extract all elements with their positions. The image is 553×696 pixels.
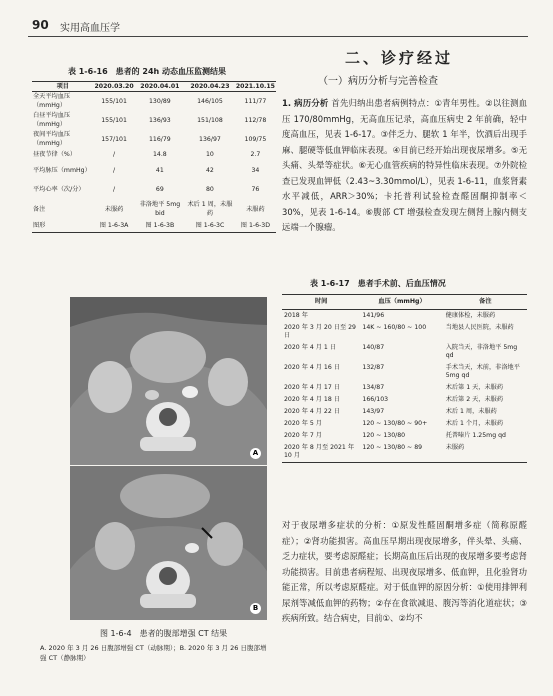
table-cell: 2020 年 7 月 bbox=[284, 432, 322, 439]
table-cell: 图形 bbox=[33, 222, 46, 230]
figure-panel-label: A bbox=[250, 448, 261, 459]
table-cell: 146/105 bbox=[197, 97, 223, 105]
table-cell: / bbox=[113, 151, 116, 158]
table-cell: 未服药 bbox=[445, 444, 465, 451]
table-cell: 未服药 bbox=[246, 205, 265, 213]
table-row bbox=[32, 180, 276, 199]
table-cell: 10 bbox=[206, 151, 214, 158]
table-cell: 2020 年 8 月至 2021 年 10 月 bbox=[284, 444, 355, 459]
table-cell: 134/87 bbox=[362, 384, 385, 391]
table-cell: 2018 年 bbox=[284, 312, 308, 319]
table-cell: 2.7 bbox=[250, 151, 261, 158]
table-cell: / bbox=[113, 185, 116, 193]
table-cell: 109/75 bbox=[244, 135, 267, 143]
table16-col-head: 2021.10.15 bbox=[235, 83, 275, 90]
table-cell: 42 bbox=[206, 166, 214, 174]
table-cell: 非洛地平 5mg bid bbox=[139, 201, 181, 217]
table-row bbox=[32, 161, 276, 180]
table-cell: 平均心率（次/分） bbox=[33, 185, 85, 193]
table16-col-head: 2020.04.01 bbox=[140, 83, 180, 90]
figure-subcaption: A. 2020 年 3 月 26 日腹部增强 CT（动脉期）；B. 2020 年 3 月 26 日腹部增强 CT（静脉期） bbox=[40, 644, 267, 662]
table-cell: 图 1-6-3B bbox=[145, 222, 175, 230]
table-cell: 116/79 bbox=[148, 135, 171, 143]
table-cell: 2020 年 4 月 16 日 bbox=[284, 364, 340, 371]
table-cell: 80 bbox=[206, 185, 214, 193]
table-row bbox=[32, 149, 276, 161]
table16-caption: 表 1-6-16 患者的 24h 动态血压监测结果 bbox=[67, 67, 227, 76]
table-cell: 41 bbox=[155, 166, 164, 174]
header-rule bbox=[28, 36, 528, 37]
section-title: 二、诊疗经过 bbox=[345, 49, 454, 67]
table-row bbox=[32, 130, 276, 149]
table17-caption: 表 1-6-17 患者手术前、后血压情况 bbox=[310, 279, 446, 288]
table-row bbox=[282, 394, 527, 406]
table-cell: 托普嗪片 1.25mg qd bbox=[445, 432, 506, 439]
table-cell: 136/93 bbox=[148, 116, 171, 124]
table-cell: 130/89 bbox=[148, 97, 171, 105]
table-cell: 健康体检，未服药 bbox=[445, 312, 496, 319]
table-cell: 120 ~ 130/80 bbox=[362, 432, 406, 439]
table-cell: 141/96 bbox=[362, 312, 385, 319]
table-row bbox=[32, 92, 276, 111]
table-cell: 全天平均血压（mmHg） bbox=[33, 93, 71, 110]
table-cell: 2020 年 4 月 1 日 bbox=[284, 344, 337, 351]
case-analysis-paragraph bbox=[282, 96, 527, 236]
table-cell: 143/97 bbox=[362, 408, 385, 415]
table-cell: 120 ~ 130/80 ~ 90+ bbox=[362, 420, 428, 427]
table16-col-head: 项目 bbox=[56, 83, 69, 90]
table-cell: 当地县人民医院，未服药 bbox=[445, 324, 514, 331]
table-cell: 未服药 bbox=[104, 205, 124, 213]
table-cell: 14K ~ 160/80 ~ 100 bbox=[362, 324, 427, 331]
table17-col-head: 时间 bbox=[315, 298, 328, 305]
table-cell: 2020 年 3 月 20 日至 29 日 bbox=[284, 324, 356, 339]
table-cell: 157/101 bbox=[101, 135, 127, 143]
table16 bbox=[32, 81, 276, 233]
ct-image-a bbox=[70, 297, 267, 465]
nocturia-analysis-paragraph: 对于夜尿增多症状的分析：①原发性醛固酮增多症（简称原醛症）；②肾功能损害。高血压早期出现夜尿增多，伴头晕、头痛、乏力症状，要考虑原醛症；长期高血压后出现的夜尿增多要考虑肾功能损害。目前患者病程短、出现夜尿增多、低血钾，且化验肾功能正常，所以考虑原醛症。对于低血钾的原因分析：①使用排钾利尿剂等减低血钾的药物；②存在食欲减退、腹泻等消化道症状；③疾病所致。结合病史，目前①、②均不 bbox=[282, 520, 527, 623]
table-cell: 平均脉压（mmHg） bbox=[33, 166, 91, 174]
table-row bbox=[282, 362, 527, 382]
table-cell: 111/77 bbox=[244, 97, 267, 105]
table-row bbox=[282, 342, 527, 362]
table-cell: 34 bbox=[251, 166, 260, 174]
table-cell: 132/87 bbox=[362, 364, 385, 371]
table17-header-row bbox=[282, 295, 527, 310]
table-row bbox=[282, 406, 527, 418]
table-row bbox=[282, 382, 527, 394]
table-cell: 2020 年 5 月 bbox=[284, 420, 322, 427]
table-row bbox=[282, 442, 527, 463]
table-cell: 夜间平均血压（mmHg） bbox=[33, 131, 71, 147]
table-row bbox=[282, 310, 527, 323]
table-row bbox=[282, 430, 527, 442]
table-cell: 图 1-6-3A bbox=[99, 222, 129, 230]
table-cell: 76 bbox=[251, 185, 260, 193]
figure-caption: 图 1-6-4 患者的腹部增强 CT 结果 bbox=[100, 629, 228, 638]
table-cell: 术后第 2 天，未服药 bbox=[445, 396, 504, 403]
paragraph-heading: 1. 病历分析 bbox=[282, 98, 329, 108]
figure-panel-label: B bbox=[250, 603, 261, 614]
subsection-title: （一）病历分析与完善检查 bbox=[318, 76, 438, 87]
table-cell: 昼夜节律（%） bbox=[33, 151, 77, 158]
table-cell: 白昼平均血压（mmHg） bbox=[33, 112, 71, 128]
table-row bbox=[32, 220, 276, 233]
table-cell: 14.8 bbox=[152, 151, 167, 158]
table-cell: 图 1-6-3D bbox=[240, 222, 270, 230]
table-cell: 手术当天，术前，非洛地平 5mg qd bbox=[445, 364, 520, 379]
paragraph-body: 首先归纳出患者病例特点：①青年男性。②以往测血压 170/80mmHg，无高血压记录，高血压病史 2 年前确，轻中度高血压，见表 1-6-17。③伴乏力、腿软 1 年半，饮酒后出现手麻、腿硬等低血钾临床表现。④目前已经开始出现夜尿增多。⑤无头痛、头晕等症状。⑥无心血管疾病的特异性临床表现。⑦外院检查已发现血钾低（2.43~3.30mmol/L），见表 1-6-11，血浆肾素水平减低，ARR＞30%；卡托普利试验检查醛固酮抑制率＜30%，见表 1-6-14。⑥腹部 CT 增强检查发现左侧肾上腺内侧支远端一个腺瘤。 bbox=[282, 98, 527, 232]
table-cell: 136/97 bbox=[199, 135, 221, 143]
table-cell: 备注 bbox=[33, 205, 46, 213]
table-cell: 69 bbox=[155, 185, 164, 193]
table-row bbox=[282, 418, 527, 430]
table-cell: 术后 1 周，未服药 bbox=[445, 408, 497, 415]
table-cell: 151/108 bbox=[197, 116, 223, 124]
table-row bbox=[32, 111, 276, 130]
running-header: 实用高血压学 bbox=[60, 23, 120, 34]
table-cell: 140/87 bbox=[362, 344, 385, 351]
table-cell: 2020 年 4 月 18 日 bbox=[284, 396, 340, 403]
table-row bbox=[32, 199, 276, 220]
table-cell: 2020 年 4 月 17 日 bbox=[284, 384, 340, 391]
table-cell: 术后第 1 天，未服药 bbox=[445, 384, 504, 391]
table-cell: 155/101 bbox=[101, 97, 127, 105]
table-row bbox=[282, 322, 527, 342]
table-cell: 112/78 bbox=[244, 116, 267, 124]
page-number: 90 bbox=[32, 18, 49, 32]
table-cell: 术后 1 周，未服药 bbox=[187, 201, 233, 217]
table-cell: 155/101 bbox=[101, 116, 127, 124]
ct-image-b bbox=[70, 466, 267, 620]
table16-header-row bbox=[32, 82, 276, 92]
table17 bbox=[282, 294, 527, 463]
table17-col-head: 血压（mmHg） bbox=[378, 298, 426, 305]
table16-col-head: 2020.04.23 bbox=[190, 83, 230, 90]
table17-col-head: 备注 bbox=[479, 298, 492, 305]
table-cell: 2020 年 4 月 22 日 bbox=[284, 408, 340, 415]
table-cell: 166/103 bbox=[362, 396, 389, 403]
table-cell: 图 1-6-3C bbox=[195, 222, 225, 230]
table-cell: / bbox=[113, 166, 116, 174]
table16-col-head: 2020.03.20 bbox=[94, 83, 134, 90]
table-cell: 术后 1 个月，未服药 bbox=[445, 420, 504, 427]
table-cell: 120 ~ 130/80 ~ 89 bbox=[362, 444, 423, 451]
table-cell: 入院当天，非洛地平 5mg qd bbox=[445, 344, 518, 359]
